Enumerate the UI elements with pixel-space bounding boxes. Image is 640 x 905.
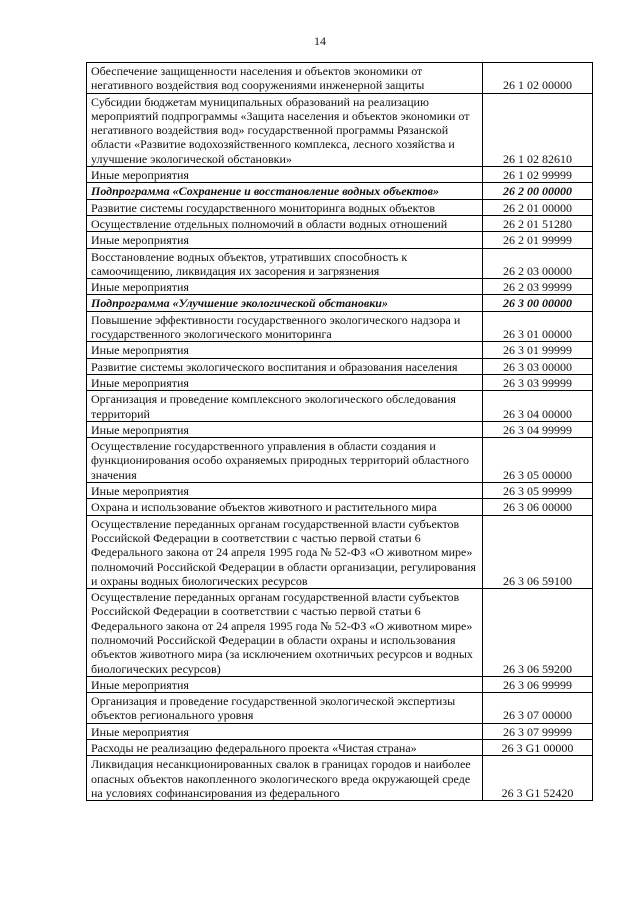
- row-name: Иные мероприятия: [87, 723, 483, 739]
- row-name: Развитие системы государственного мониторинга водных объектов: [87, 199, 483, 215]
- table-row: [87, 342, 593, 358]
- table-row: [87, 374, 593, 390]
- table-row: [87, 676, 593, 692]
- row-name: Осуществление государственного управления в области создания и функционирования особо охраняемых природных территорий областного значения: [87, 438, 483, 483]
- row-code: 26 3 01 00000: [483, 311, 593, 342]
- table-row: [87, 693, 593, 724]
- table-row: [87, 248, 593, 279]
- table-row: [87, 391, 593, 422]
- row-name: Иные мероприятия: [87, 421, 483, 437]
- row-name: Иные мероприятия: [87, 676, 483, 692]
- row-code: 26 3 07 00000: [483, 693, 593, 724]
- row-name: Иные мероприятия: [87, 342, 483, 358]
- row-code: 26 1 02 00000: [483, 63, 593, 94]
- row-name: Субсидии бюджетам муниципальных образований на реализацию мероприятий подпрограммы «Защита населения и объектов экономики от негативного воздействия вод» государственной программы Рязанской области «Развитие водохозяйственного комплекса, лесного хозяйства и улучшение экологической обстановки»: [87, 93, 483, 166]
- table-row: [87, 483, 593, 499]
- table-row: [87, 589, 593, 677]
- row-name: Обеспечение защищенности населения и объектов экономики от негативного воздействия вод сооружениями инженерной защиты: [87, 63, 483, 94]
- row-name: Иные мероприятия: [87, 374, 483, 390]
- table-row: [87, 63, 593, 94]
- table-row: [87, 515, 593, 588]
- table-row: [87, 167, 593, 183]
- table-row: [87, 232, 593, 248]
- row-code: 26 2 01 00000: [483, 199, 593, 215]
- subprogram-row: [87, 183, 593, 199]
- row-code: 26 2 00 00000: [483, 183, 593, 199]
- budget-classification-table: [86, 62, 593, 801]
- row-code: 26 3 04 00000: [483, 391, 593, 422]
- row-code: 26 3 03 99999: [483, 374, 593, 390]
- row-code: 26 1 02 82610: [483, 93, 593, 166]
- table-row: [87, 311, 593, 342]
- row-code: 26 3 04 99999: [483, 421, 593, 437]
- row-code: 26 3 G1 00000: [483, 740, 593, 756]
- table-row: [87, 499, 593, 515]
- row-name: Иные мероприятия: [87, 279, 483, 295]
- row-name: Подпрограмма «Улучшение экологической обстановки»: [87, 295, 483, 311]
- row-code: 26 3 05 99999: [483, 483, 593, 499]
- row-name: Иные мероприятия: [87, 232, 483, 248]
- row-name: Организация и проведение комплексного экологического обследования территорий: [87, 391, 483, 422]
- row-name: Ликвидация несанкционированных свалок в границах городов и наиболее опасных объектов накопленного экологического вреда окружающей среде на условиях софинансирования из федерального: [87, 756, 483, 801]
- table-row: [87, 756, 593, 801]
- row-name: Иные мероприятия: [87, 167, 483, 183]
- row-code: 26 1 02 99999: [483, 167, 593, 183]
- row-code: 26 3 01 99999: [483, 342, 593, 358]
- table-row: [87, 93, 593, 166]
- row-code: 26 2 03 00000: [483, 248, 593, 279]
- row-code: 26 2 01 51280: [483, 215, 593, 231]
- table-row: [87, 723, 593, 739]
- row-code: 26 2 03 99999: [483, 279, 593, 295]
- row-code: 26 3 07 99999: [483, 723, 593, 739]
- row-name: Развитие системы экологического воспитания и образования населения: [87, 358, 483, 374]
- row-name: Восстановление водных объектов, утративших способность к самоочищению, ликвидация их засорения и загрязнения: [87, 248, 483, 279]
- row-name: Иные мероприятия: [87, 483, 483, 499]
- row-code: 26 3 06 59200: [483, 589, 593, 677]
- row-name: Повышение эффективности государственного экологического надзора и государственного экологического мониторинга: [87, 311, 483, 342]
- row-code: 26 3 05 00000: [483, 438, 593, 483]
- row-name: Подпрограмма «Сохранение и восстановление водных объектов»: [87, 183, 483, 199]
- row-name: Осуществление переданных органам государственной власти субъектов Российской Федерации в соответствии с частью первой статьи 6 Федерального закона от 24 апреля 1995 года № 52-ФЗ «О животном мире» полномочий Российской Федерации в области охраны и использования объектов животного мира (за исключением охотничьих ресурсов и водных биологических ресурсов): [87, 589, 483, 677]
- table-row: [87, 421, 593, 437]
- row-code: 26 3 06 99999: [483, 676, 593, 692]
- row-name: Осуществление отдельных полномочий в области водных отношений: [87, 215, 483, 231]
- table-row: [87, 358, 593, 374]
- table-row: [87, 199, 593, 215]
- row-code: 26 2 01 99999: [483, 232, 593, 248]
- subprogram-row: [87, 295, 593, 311]
- table-row: [87, 215, 593, 231]
- row-name: Охрана и использование объектов животного и растительного мира: [87, 499, 483, 515]
- row-name: Осуществление переданных органам государственной власти субъектов Российской Федерации в соответствии с частью первой статьи 6 Федерального закона от 24 апреля 1995 года № 52-ФЗ «О животном мире» полномочий Российской Федерации в области организации, регулирования и охраны водных биологических ресурсов: [87, 515, 483, 588]
- table-row: [87, 740, 593, 756]
- row-name: Организация и проведение государственной экологической экспертизы объектов регионального уровня: [87, 693, 483, 724]
- row-code: 26 3 06 59100: [483, 515, 593, 588]
- row-code: 26 3 06 00000: [483, 499, 593, 515]
- page-number: 14: [314, 34, 326, 48]
- row-name: Расходы не реализацию федерального проекта «Чистая страна»: [87, 740, 483, 756]
- row-code: 26 3 00 00000: [483, 295, 593, 311]
- table-body: [87, 63, 593, 801]
- table-row: [87, 279, 593, 295]
- row-code: 26 3 03 00000: [483, 358, 593, 374]
- table-row: [87, 438, 593, 483]
- row-code: 26 3 G1 52420: [483, 756, 593, 801]
